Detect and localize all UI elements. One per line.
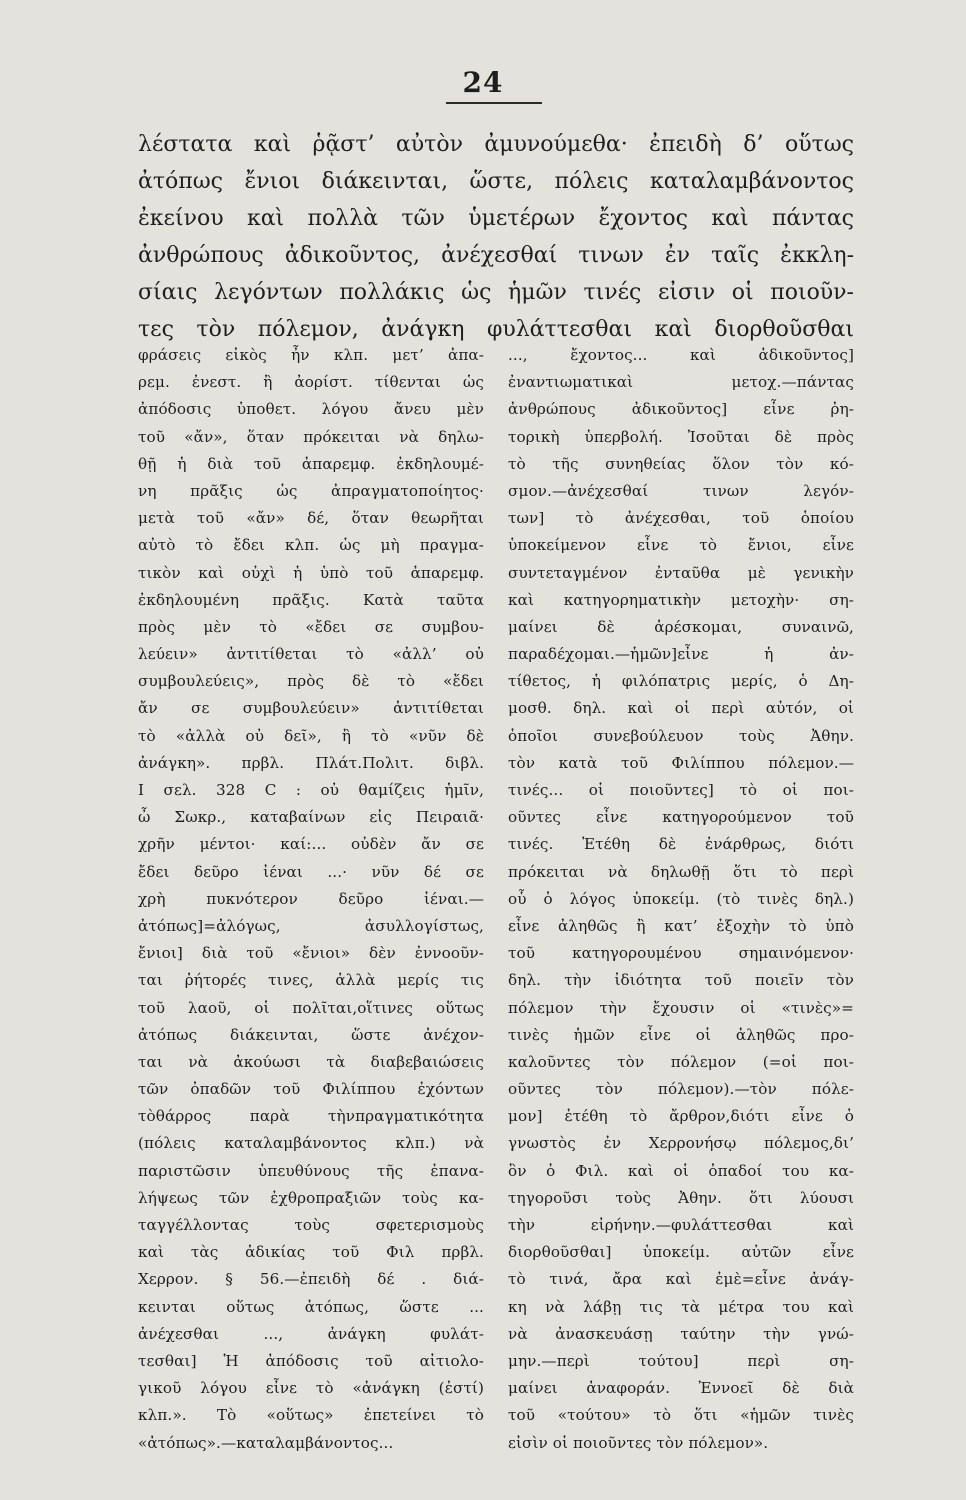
commentary-line: των] τὸ ἀνέχεσθαι, τοῦ ὁποίου bbox=[508, 509, 854, 528]
commentary-line: αὐτὸ τὸ ἔδει κλπ. ὡς μὴ πραγμα- bbox=[138, 536, 484, 555]
commentary-line: τινές... οἱ ποιοῦντες] τὸ οἱ ποι- bbox=[508, 781, 854, 799]
commentary-line: ταγγέλλοντας τοὺς σφετερισμοὺς bbox=[138, 1216, 484, 1234]
commentary-line: τεσθαι] Ἡ ἀπόδοσις τοῦ αἰτιολο- bbox=[138, 1351, 484, 1370]
commentary-line: τίθετος, ἡ φιλόπατρις μερίς, ὁ Δη- bbox=[508, 672, 854, 691]
commentary-line: Ι σελ. 328 C : οὐ θαμίζεις ἡμῖν, bbox=[138, 781, 484, 799]
commentary-line: πρόκειται νὰ δηλωθῇ ὅτι τὸ περὶ bbox=[508, 862, 854, 881]
commentary-line: λεύειν» ἀντιτίθεται τὸ «ἀλλ’ οὐ bbox=[138, 645, 484, 664]
commentary-line: διορθοῦσθαι] ὑποκείμ. αὐτῶν εἶνε bbox=[508, 1243, 854, 1262]
commentary-line: τοῦ «ἄν», ὅταν πρόκειται νὰ δηλω- bbox=[138, 427, 484, 446]
main-text-line: ἀνθρώπους ἀδικοῦντος, ἀνέχεσθαί τινων ἐν ταῖς ἐκκλη- bbox=[138, 243, 854, 268]
commentary-line: τινὲς ἡμῶν εἶνε οἱ ἀληθῶς προ- bbox=[508, 1025, 854, 1044]
commentary-line: χρῆν μέντοι· καί:... οὐδὲν ἄν σε bbox=[138, 835, 484, 854]
commentary-line: ἐναντιωματικαὶ μετοχ.—πάντας bbox=[508, 373, 854, 392]
commentary-line: τινές. Ἐτέθη δὲ ἐνάρθρως, διότι bbox=[508, 835, 854, 854]
commentary-line: ἀπόδοσις ὑποθετ. λόγου ἄνευ μὲν bbox=[138, 400, 484, 419]
commentary-line: κλπ.». Τὸ «οὕτως» ἐπετείνει τὸ bbox=[138, 1406, 484, 1425]
commentary-column-right bbox=[508, 342, 854, 1457]
commentary-line: ὃν ὁ Φιλ. καὶ οἱ ὀπαδοί του κα- bbox=[508, 1161, 854, 1180]
commentary-line: Χερρον. § 56.—ἐπειδὴ δέ . διά- bbox=[138, 1270, 484, 1289]
commentary-line: γνωστὸς ἐν Χερρονήσῳ πόλεμος,δι’ bbox=[508, 1134, 854, 1153]
commentary-line: παριστῶσιν ὑπευθύνους τῆς ἐπανα- bbox=[138, 1161, 484, 1180]
commentary-line: τὸν κατὰ τοῦ Φιλίππου πόλεμον.— bbox=[508, 753, 854, 772]
commentary-line: συντεταγμένον ἐνταῦθα μὲ γενικὴν bbox=[508, 563, 854, 582]
commentary-line: κη νὰ λάβῃ τις τὰ μέτρα του καὶ bbox=[508, 1297, 854, 1316]
commentary-line: μοσθ. δηλ. καὶ οἱ περὶ αὐτόν, οἱ bbox=[508, 699, 854, 718]
commentary-line: ται νὰ ἀκούωσι τὰ διαβεβαιώσεις bbox=[138, 1052, 484, 1071]
commentary-line: τὸθάρρος παρὰ τὴνπραγματικότητα bbox=[138, 1107, 484, 1126]
commentary-column-left bbox=[138, 342, 484, 1457]
commentary-line: ἀνέχεσθαι ..., ἀνάγκη φυλάτ- bbox=[138, 1324, 484, 1343]
commentary-line: ὁποῖοι συνεβούλευον τοὺς Ἀθην. bbox=[508, 726, 854, 745]
commentary-line: ἀνθρώπους ἀδικοῦντος] εἶνε ῥη- bbox=[508, 400, 854, 419]
commentary-line: τορικὴ ὑπερβολή. Ἰσοῦται δὲ πρὸς bbox=[508, 427, 854, 446]
commentary-line: τοῦ κατηγορουμένου σημαινόμενον· bbox=[508, 944, 854, 963]
commentary-line: «ἀτόπως».—καταλαμβάνοντος... bbox=[138, 1433, 394, 1452]
commentary-line: θῇ ἡ διὰ τοῦ ἀπαρεμφ. ἐκδηλουμέ- bbox=[138, 454, 484, 473]
commentary-line: τηγοροῦσι τοὺς Ἀθην. ὅτι λύουσι bbox=[508, 1188, 854, 1207]
commentary-line: νη πρᾶξις ὡς ἀπραγματοποίητος· bbox=[138, 481, 484, 500]
main-text-line: τες τὸν πόλεμον, ἀνάγκη φυλάττεσθαι καὶ διορθοῦσθαι bbox=[138, 317, 854, 342]
commentary-line: πρὸς μὲν τὸ «ἔδει σε συμβου- bbox=[138, 617, 484, 636]
commentary-line: εἰσὶν οἱ ποιοῦντες τὸν πόλεμον». bbox=[508, 1433, 769, 1452]
commentary-line: σμον.—ἀνέχεσθαί τινων λεγόν- bbox=[508, 481, 854, 500]
commentary-line: ἀτόπως]=ἀλόγως, ἀσυλλογίστως, bbox=[138, 916, 484, 935]
commentary-line: λήψεως τῶν ἐχθροπραξιῶν τοὺς κα- bbox=[138, 1188, 484, 1207]
commentary-line: τοῦ λαοῦ, οἱ πολῖται,οἵτινες οὕτως bbox=[138, 998, 484, 1017]
commentary-line: ἀνάγκη». πρβλ. Πλάτ.Πολιτ. διβλ. bbox=[138, 753, 484, 772]
commentary-line: νὰ ἀνασκευάσῃ ταύτην τὴν γνώ- bbox=[508, 1324, 854, 1343]
commentary-line: γικοῦ λόγου εἶνε τὸ «ἀνάγκη (ἐστί) bbox=[138, 1379, 484, 1398]
main-text-line: ἀτόπως ἔνιοι διάκεινται, ὥστε, πόλεις καταλαμβάνοντος bbox=[138, 169, 854, 194]
commentary-line: μαίνει δὲ ἀρέσκομαι, συναινῶ, bbox=[508, 617, 854, 636]
commentary-line: τὴν εἰρήνην.—φυλάττεσθαι καὶ bbox=[508, 1216, 854, 1234]
commentary-line: καὶ τὰς ἀδικίας τοῦ Φιλ πρβλ. bbox=[138, 1243, 484, 1262]
commentary-line: ..., ἔχοντος... καὶ ἀδικοῦντος] bbox=[508, 346, 854, 364]
commentary-line: ἄν σε συμβουλεύειν» ἀντιτίθεται bbox=[138, 699, 484, 718]
commentary-line: ἔδει δεῦρο ἰέναι ...· νῦν δέ σε bbox=[138, 862, 484, 881]
page-number: 24 bbox=[462, 66, 504, 99]
main-text-block bbox=[138, 126, 854, 348]
commentary-line: πόλεμον τὴν ἔχουσιν οἱ «τινὲς»= bbox=[508, 998, 854, 1017]
commentary-line: ὦ Σωκρ., καταβαίνων εἰς Πειραιᾶ· bbox=[138, 808, 484, 827]
commentary-line: μετὰ τοῦ «ἄν» δέ, ὅταν θεωρῆται bbox=[138, 509, 484, 528]
commentary-line: ται ῥήτορές τινες, ἀλλὰ μερίς τις bbox=[138, 971, 484, 990]
commentary-line: οῦντες τὸν πόλεμον).—τὸν πόλε- bbox=[508, 1080, 854, 1099]
commentary-line: φράσεις εἰκὸς ἦν κλπ. μετ’ ἀπα- bbox=[138, 346, 484, 364]
main-text-line: λέστατα καὶ ῥᾷστ’ αὐτὸν ἀμυνούμεθα· ἐπειδὴ δ’ οὕτως bbox=[138, 132, 854, 157]
commentary-line: ρεμ. ἐνεστ. ἢ ἀορίστ. τίθενται ὡς bbox=[138, 373, 484, 392]
commentary-line: παραδέχομαι.—ἡμῶν]εἶνε ἡ ἀν- bbox=[508, 645, 854, 664]
commentary-line: ἐκδηλουμένη πρᾶξις. Κατὰ ταῦτα bbox=[138, 590, 484, 609]
commentary-line: καὶ κατηγορηματικὴν μετοχὴν· ση- bbox=[508, 590, 854, 609]
commentary-line: τικὸν καὶ οὐχὶ ἡ ὑπὸ τοῦ ἀπαρεμφ. bbox=[138, 563, 484, 582]
commentary-line: ὑποκείμενον εἶνε τὸ ἔνιοι, εἶνε bbox=[508, 536, 854, 555]
commentary-line: μην.—περὶ τούτου] περὶ ση- bbox=[508, 1351, 854, 1370]
commentary-line: ἀτόπως διάκεινται, ὥστε ἀνέχον- bbox=[138, 1025, 484, 1044]
commentary-line: δηλ. τὴν ἰδιότητα τοῦ ποιεῖν τὸν bbox=[508, 971, 854, 990]
main-text-line: σίαις λεγόντων πολλάκις ὡς ἡμῶν τινές εἰσιν οἱ ποιοῦν- bbox=[138, 280, 854, 305]
commentary-line: ἔνιοι] διὰ τοῦ «ἔνιοι» δὲν ἐννοοῦν- bbox=[138, 944, 484, 963]
commentary-line: καλοῦντες τὸν πόλεμον (=οἱ ποι- bbox=[508, 1052, 854, 1071]
commentary-line: (πόλεις καταλαμβάνοντος κλπ.) νὰ bbox=[138, 1134, 484, 1153]
commentary-line: τῶν ὀπαδῶν τοῦ Φιλίππου ἐχόντων bbox=[138, 1080, 484, 1099]
commentary-line: τὸ τινά, ἄρα καὶ ἐμὲ=εἶνε ἀνάγ- bbox=[508, 1270, 854, 1289]
commentary-line: τοῦ «τούτου» τὸ ὅτι «ἡμῶν τινὲς bbox=[508, 1406, 854, 1425]
commentary-line: οὗ ὁ λόγος ὑποκείμ. (τὸ τινὲς δηλ.) bbox=[508, 889, 854, 908]
commentary-line: χρὴ πυκνότερον δεῦρο ἰέναι.— bbox=[138, 889, 484, 908]
commentary-line: οῦντες εἶνε κατηγορούμενον τοῦ bbox=[508, 808, 854, 827]
main-text-line: ἐκείνου καὶ πολλὰ τῶν ὑμετέρων ἔχοντος καὶ πάντας bbox=[138, 206, 854, 231]
commentary-line: μον] ἐτέθη τὸ ἄρθρον,διότι εἶνε ὁ bbox=[508, 1107, 854, 1126]
commentary-line: μαίνει ἀναφοράν. Ἐννοεῖ δὲ διὰ bbox=[508, 1379, 854, 1398]
commentary-line: τὸ τῆς συνηθείας ὅλον τὸν κό- bbox=[508, 454, 854, 473]
commentary-line: συμβουλεύεις», πρὸς δὲ τὸ «ἔδει bbox=[138, 672, 484, 691]
commentary-line: κεινται οὕτως ἀτόπως, ὥστε ... bbox=[138, 1297, 484, 1316]
page-number-rule bbox=[446, 102, 542, 104]
commentary-line: εἶνε ἀληθῶς ἢ κατ’ ἐξοχὴν τὸ ὑπὸ bbox=[508, 916, 854, 935]
commentary-line: τὸ «ἀλλὰ οὐ δεῖ», ἢ τὸ «νῦν δὲ bbox=[138, 726, 484, 745]
